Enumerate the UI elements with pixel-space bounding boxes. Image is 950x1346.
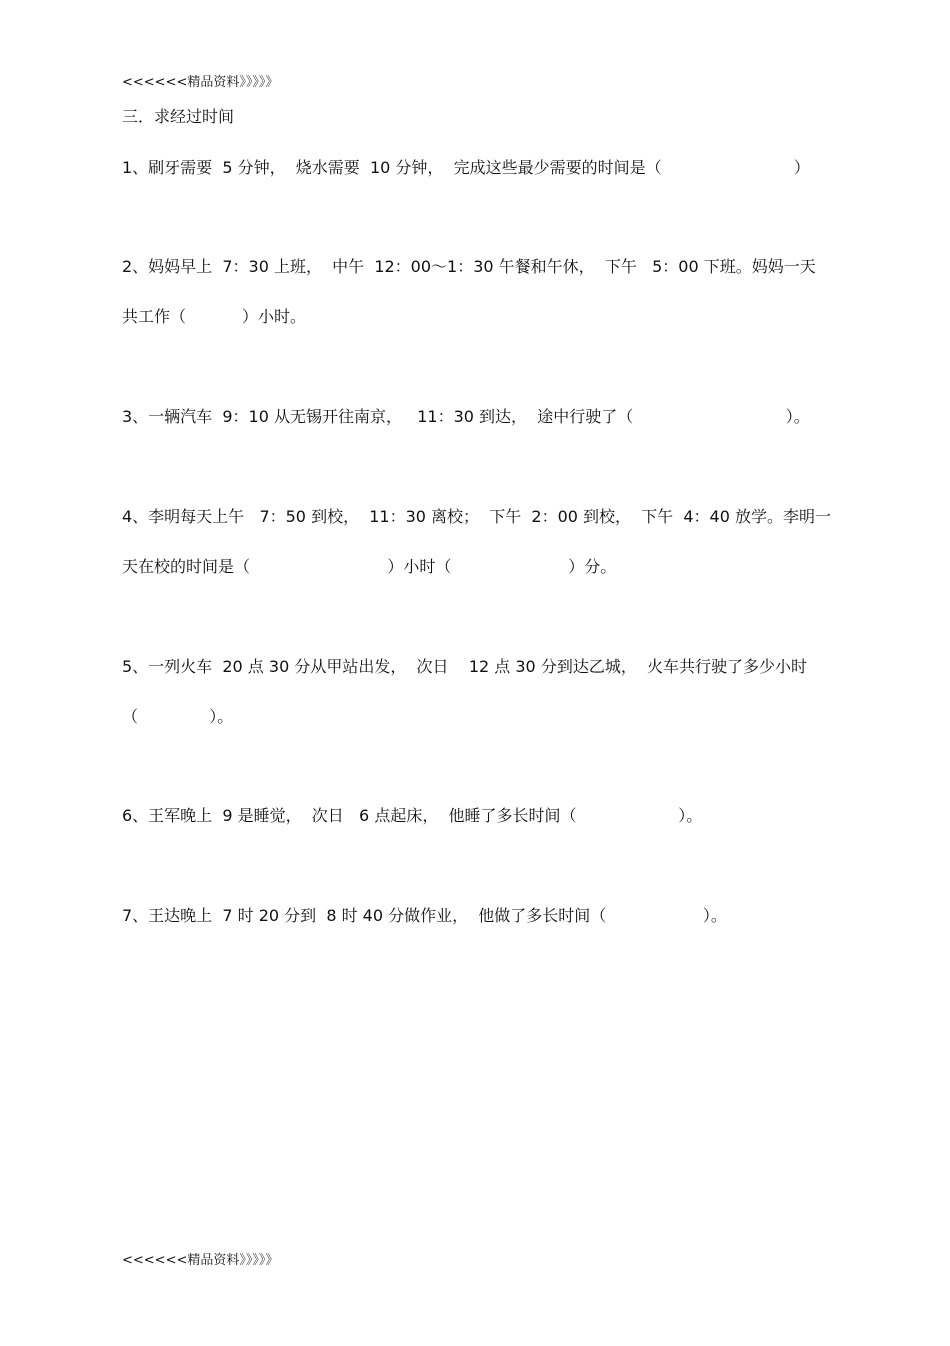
page-header: <<<<<<精品资料》》》》》 [122,75,279,90]
question-4-line-1: 4、李明每天上午 7：50 到校， 11：30 离校； 下午 2：00 到校， 下午 4：40 放学。李明一 [122,507,831,526]
page-footer: <<<<<<精品资料》》》》》 [122,1253,279,1268]
question-2-line-2: 共工作（ ）小时。 [122,307,306,326]
question-2-line-1: 2、妈妈早上 7：30 上班， 中午 12：00～1：30 午餐和午休， 下午 5：00 下班。妈妈一天 [122,257,816,276]
question-5-line-2: （ ）。 [122,707,234,726]
question-5-line-1: 5、一列火车 20 点 30 分从甲站出发， 次日 12 点 30 分到达乙城， 火车共行驶了多少小时 [122,657,807,676]
question-1-line-1: 1、刷牙需要 5 分钟， 烧水需要 10 分钟， 完成这些最少需要的时间是（ ） [122,158,810,177]
section-title: 三．求经过时间 [122,107,235,126]
question-7-line-1: 7、王达晚上 7 时 20 分到 8 时 40 分做作业， 他做了多长时间（ ）。 [122,906,727,925]
question-4-line-2: 天在校的时间是（ ）小时（ ）分。 [122,557,617,576]
question-3-line-1: 3、一辆汽车 9：10 从无锡开往南京， 11：30 到达， 途中行驶了（ ）。 [122,407,810,426]
question-6-line-1: 6、王军晚上 9 是睡觉， 次日 6 点起床， 他睡了多长时间（ ）。 [122,806,703,825]
